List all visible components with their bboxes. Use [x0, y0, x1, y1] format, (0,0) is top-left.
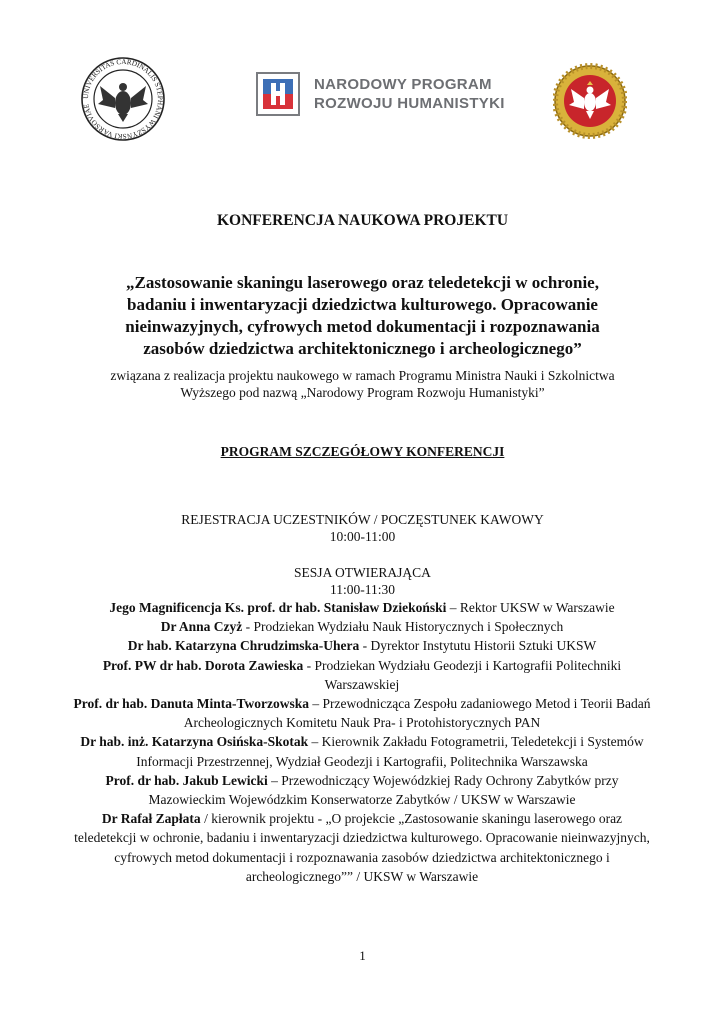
speaker-name: Dr Rafał Zapłata	[101, 811, 201, 827]
opening-session-block	[0, 564, 725, 598]
speaker-name: Dr hab. inż. Katarzyna Osińska-Skotak	[80, 734, 309, 750]
subtitle-line: Wyższego pod nazwą „Narodowy Program Rozwoju Humanistyki”	[180, 385, 545, 400]
speaker-name: Dr hab. Katarzyna Chrudzimska-Uhera	[127, 638, 360, 654]
speaker-role: – Kierownik Zakładu Fotogrametrii, Teledetekcji i Systemów Informacji Przestrzennej, Wydział Geodezji i Kartografii, Politechnika Warszawska	[136, 734, 644, 769]
speaker-entry	[72, 732, 652, 770]
project-subtitle	[100, 367, 625, 401]
speaker-role: – Przewodniczący Wojewódzkiej Rady Ochrony Zabytków przy Mazowieckim Wojewódzkim Konserwatorze Zabytków / UKSW w Warszawie	[148, 772, 619, 808]
speaker-entry	[72, 598, 652, 617]
session-label: SESJA OTWIERAJĄCA	[294, 565, 431, 580]
university-seal-icon	[80, 56, 166, 142]
speaker-entry	[72, 617, 652, 636]
project-title	[90, 272, 635, 360]
title-line: zasobów dziedzictwa architektonicznego i archeologicznego”	[143, 339, 582, 358]
speaker-entry	[72, 636, 652, 655]
nprh-line-2: ROZWOJU HUMANISTYKI	[314, 95, 505, 112]
speaker-name: Prof. PW dr hab. Dorota Zawieska	[102, 657, 304, 673]
registration-time: 10:00-11:00	[329, 529, 396, 544]
speaker-entry	[72, 694, 652, 732]
speaker-entry	[72, 771, 652, 809]
nprh-line-1: NARODOWY PROGRAM	[314, 76, 492, 93]
speaker-name: Prof. dr hab. Jakub Lewicki	[105, 772, 268, 788]
session-time: 11:00-11:30	[330, 582, 395, 597]
speaker-role: – Przewodnicząca Zespołu zadaniowego Metod i Teorii Badań Archeologicznych Komitetu Nauk Pra- i Protohistorycznych PAN	[183, 696, 651, 731]
speaker-role: - Prodziekan Wydziału Geodezji i Kartografii Politechniki Warszawskiej	[303, 657, 622, 692]
speaker-role: / kierownik projektu - „O projekcie „Zastosowanie skaningu laserowego oraz teledetekcji w ochronie, badaniu i inwentaryzacji dziedzictwa kulturowego. Opracowanie nieinwazyjnych, cyfrowych metod dokumentacji i rozpoznawania zasobów dziedzictwa architektonicznego i archeologicznego”” / UKSW w Warszawie	[74, 811, 650, 884]
speaker-role: - Dyrektor Instytutu Historii Sztuki UKSW	[359, 638, 597, 654]
speaker-list	[72, 598, 652, 886]
eagle-emblem-icon	[553, 63, 627, 139]
speaker-entry	[72, 656, 652, 694]
registration-label: REJESTRACJA UCZESTNIKÓW / POCZĘSTUNEK KAWOWY	[181, 512, 544, 527]
nprh-logo-text	[314, 75, 505, 113]
title-line: „Zastosowanie skaningu laserowego oraz teledetekcji w ochronie,	[126, 273, 599, 292]
program-heading: PROGRAM SZCZEGÓŁOWY KONFERENCJI	[220, 444, 505, 459]
speaker-name: Jego Magnificencja Ks. prof. dr hab. Stanisław Dziekoński	[109, 600, 447, 615]
page-number: 1	[359, 948, 366, 963]
h-logo-icon	[256, 72, 300, 116]
subtitle-line: związana z realizacja projektu naukowego w ramach Programu Ministra Nauki i Szkolnictwa	[110, 368, 615, 383]
registration-block	[0, 511, 725, 545]
speaker-name: Prof. dr hab. Danuta Minta-Tworzowska	[73, 696, 310, 712]
speaker-role: – Rektor UKSW w Warszawie	[446, 600, 615, 615]
speaker-name: Dr Anna Czyż	[160, 619, 243, 635]
title-line: badaniu i inwentaryzacji dziedzictwa kulturowego. Opracowanie	[127, 295, 598, 314]
speaker-entry	[72, 809, 652, 886]
title-line: nieinwazyjnych, cyfrowych metod dokumentacji i rozpoznawania	[125, 317, 600, 336]
nprh-logo	[256, 72, 505, 116]
speaker-role: - Prodziekan Wydziału Nauk Historycznych i Społecznych	[242, 619, 564, 635]
seal-text: UNIVERSITAS CARDINALIS STEPHANI WYSZYŃSKI VARSOVIAE	[81, 57, 165, 141]
conference-heading: KONFERENCJA NAUKOWA PROJEKTU	[216, 212, 509, 229]
